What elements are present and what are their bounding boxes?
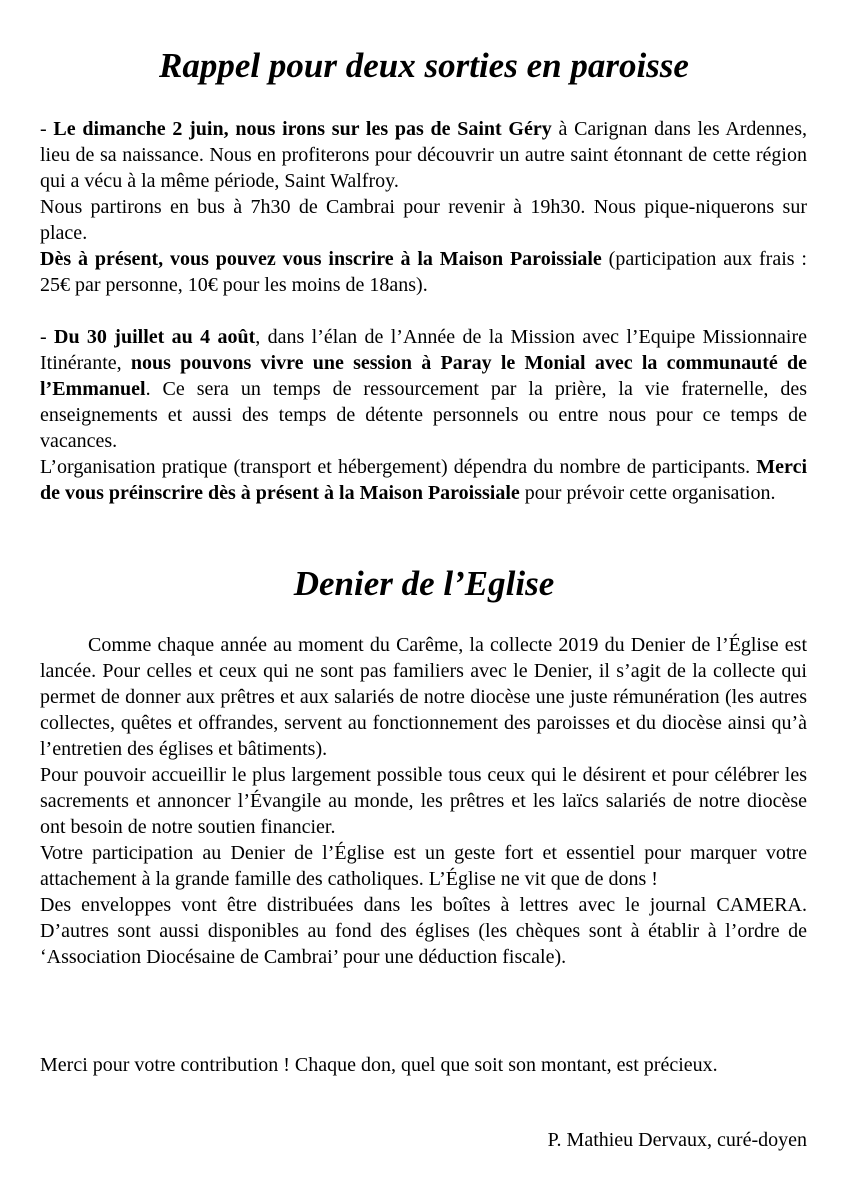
denier-paragraph: Comme chaque année au moment du Carême, la collecte 2019 du Denier de l’Église est lancée. Pour celles et ceux qui ne sont pas familiers avec le Denier, il s’agit de la collecte qui permet de donner aux prêtres et aux salariés de notre diocèse une juste rémunération (les autres collectes, quêtes et offrandes, servent au fonctionnement des paroisses et du diocèse ainsi qu’à l’entretien des églises et bâtiments). xyxy=(40,634,807,760)
item2-bold3: Merci de vous préinscrire dès à présent à la Maison Paroissiale xyxy=(40,456,807,504)
section2-body xyxy=(40,632,807,970)
signature: P. Mathieu Dervaux, curé-doyen xyxy=(547,1129,807,1151)
item1-para1 xyxy=(40,116,807,194)
section1-item2 xyxy=(40,324,807,506)
item2-text3: L’organisation pratique (transport et hébergement) dépendra du nombre de participants. xyxy=(40,456,757,478)
section1-title: Rappel pour deux sorties en paroisse xyxy=(159,46,689,85)
item1-bold1: Le dimanche 2 juin, nous irons sur les pas de Saint Géry xyxy=(53,118,552,140)
item2-text4: pour prévoir cette organisation. xyxy=(519,482,776,504)
item1-text1: à Carignan dans les Ardennes, lieu de sa naissance. Nous en profiterons pour découvrir un autre saint étonnant de cette région qui a vécu à la même période, Saint Walfroy. xyxy=(40,118,807,192)
section2-title: Denier de l’Eglise xyxy=(293,564,555,603)
item1-para3 xyxy=(40,246,807,298)
item1-dash: - xyxy=(40,118,54,140)
denier-paragraph: Des enveloppes vont être distribuées dans les boîtes à lettres avec le journal CAMERA. D’autres sont aussi disponibles au fond des églises (les chèques sont à établir à l’ordre de ‘Association Diocésaine de Cambrai’ pour une déduction fiscale). xyxy=(40,894,807,968)
item2-bold1: Du 30 juillet au 4 août xyxy=(54,326,256,348)
thanks-paragraph xyxy=(40,1052,807,1078)
item2-text1: , dans l’élan de l’Année de la Mission avec l’Equipe Missionnaire Itinérante, xyxy=(40,326,807,374)
item2-bold2: nous pouvons vivre une session à Paray le Monial avec la communauté de l’Emmanuel xyxy=(40,352,808,400)
denier-paragraph: Pour pouvoir accueillir le plus largement possible tous ceux qui le désirent et pour célébrer les sacrements et annoncer l’Évangile au monde, les prêtres et les laïcs salariés de notre diocèse ont besoin de notre soutien financier. xyxy=(40,764,807,838)
denier-paragraph: Votre participation au Denier de l’Église est un geste fort et essentiel pour marquer votre attachement à la grande famille des catholiques. L’Église ne vit que de dons ! xyxy=(40,842,807,890)
item2-dash: - xyxy=(40,326,55,348)
item1-text2: (participation aux frais : 25€ par personne, 10€ pour les moins de 18ans). xyxy=(40,248,807,296)
thanks-text: Merci pour votre contribution ! Chaque don, quel que soit son montant, est précieux. xyxy=(40,1054,718,1076)
item2-text2: . Ce sera un temps de ressourcement par la prière, la vie fraternelle, des enseignements et aussi des temps de détente personnels ou entre nous pour ce temps de vacances. xyxy=(40,378,807,452)
item2-para2 xyxy=(40,454,807,506)
item1-bold2: Dès à présent, vous pouvez vous inscrire à la Maison Paroissiale xyxy=(40,248,602,270)
item1-para2: Nous partirons en bus à 7h30 de Cambrai pour revenir à 19h30. Nous pique-niquerons sur place. xyxy=(40,196,807,244)
section1-item1 xyxy=(40,116,807,298)
item2-para1 xyxy=(40,324,807,454)
